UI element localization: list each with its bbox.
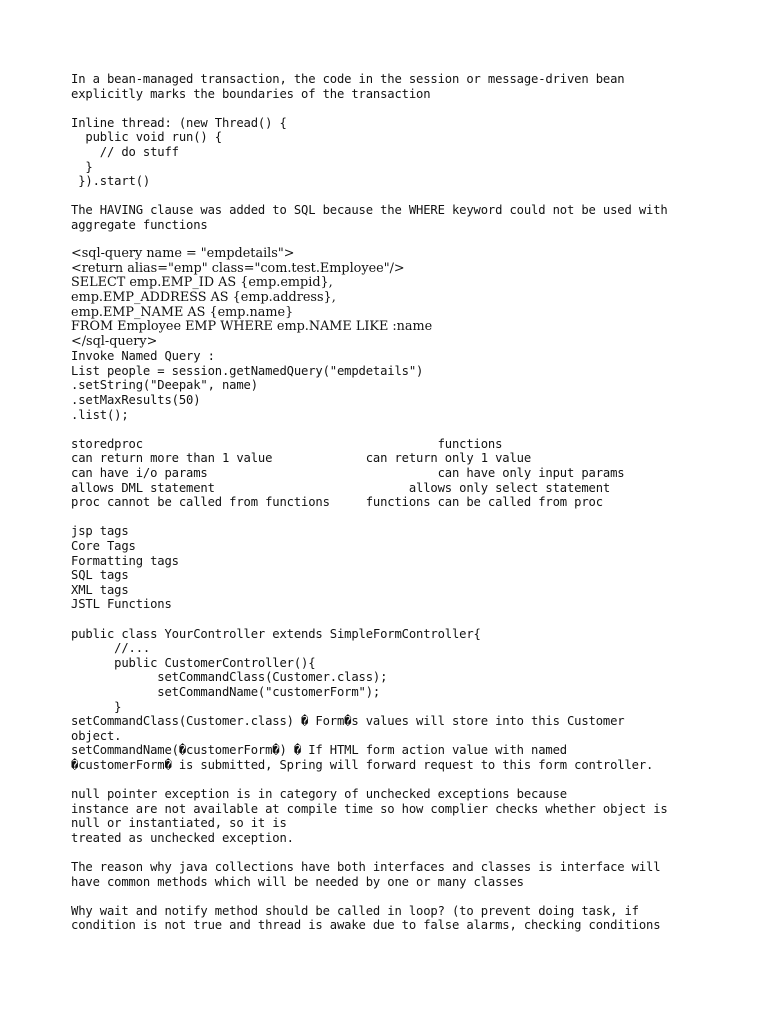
text-line: List people = session.getNamedQuery("empdetails") bbox=[71, 363, 424, 378]
text-line: </sql-query> bbox=[71, 333, 158, 349]
blank-line bbox=[71, 189, 751, 204]
text-line: } bbox=[71, 699, 122, 714]
text-line: <sql-query name = "empdetails"> bbox=[71, 246, 295, 262]
blank-line bbox=[71, 889, 751, 904]
text-line: SQL tags bbox=[71, 568, 129, 583]
text-line: Inline thread: (new Thread() { bbox=[71, 115, 287, 130]
text-line: setCommandName("customerForm"); bbox=[71, 684, 381, 699]
text-line: } bbox=[71, 159, 93, 174]
text-line: object. bbox=[71, 728, 122, 743]
text-line: // do stuff bbox=[71, 144, 179, 159]
text-line: The HAVING clause was added to SQL because the WHERE keyword could not be used with bbox=[71, 203, 668, 218]
blank-line bbox=[71, 510, 751, 525]
text-line: setCommandClass(Customer.class); bbox=[71, 670, 388, 685]
text-line: setCommandClass(Customer.class) � Form�s values will store into this Customer bbox=[71, 714, 625, 729]
text-line: .setMaxResults(50) bbox=[71, 393, 201, 408]
text-line: Why wait and notify method should be called in loop? (to prevent doing task, if bbox=[71, 903, 639, 918]
blank-line bbox=[71, 233, 751, 248]
text-line: treated as unchecked exception. bbox=[71, 830, 294, 845]
blank-line bbox=[71, 422, 751, 437]
text-line: can have i/o params can have only input params bbox=[71, 466, 625, 481]
document-text bbox=[71, 72, 751, 933]
text-line: emp.EMP_NAME AS {emp.name} bbox=[71, 304, 294, 320]
text-line: //... bbox=[71, 641, 151, 656]
text-line: SELECT emp.EMP_ID AS {emp.empid}, bbox=[71, 275, 333, 291]
text-line: condition is not true and thread is awake due to false alarms, checking conditions bbox=[71, 918, 661, 933]
blank-line bbox=[71, 773, 751, 788]
text-line: .setString("Deepak", name) bbox=[71, 378, 258, 393]
text-line: emp.EMP_ADDRESS AS {emp.address}, bbox=[71, 289, 336, 305]
text-line: null pointer exception is in category of unchecked exceptions because bbox=[71, 787, 567, 802]
text-line: The reason why java collections have both interfaces and classes is interface will bbox=[71, 860, 661, 875]
blank-line bbox=[71, 845, 751, 860]
blank-line bbox=[71, 612, 751, 627]
text-line: proc cannot be called from functions functions can be called from proc bbox=[71, 495, 603, 510]
text-line: Invoke Named Query : bbox=[71, 349, 215, 364]
text-line: jsp tags bbox=[71, 524, 129, 539]
text-line: explicitly marks the boundaries of the transaction bbox=[71, 86, 431, 101]
text-line: In a bean-managed transaction, the code in the session or message-driven bean bbox=[71, 72, 625, 86]
text-line: public class YourController extends SimpleFormController{ bbox=[71, 626, 481, 641]
text-line: .list(); bbox=[71, 407, 129, 422]
text-line: public CustomerController(){ bbox=[71, 655, 316, 670]
text-line: can return more than 1 value can return only 1 value bbox=[71, 451, 531, 466]
text-line: storedproc functions bbox=[71, 436, 503, 451]
text-line: �customerForm� is submitted, Spring will forward request to this form controller. bbox=[71, 757, 654, 772]
text-line: JSTL Functions bbox=[71, 597, 172, 612]
text-line: FROM Employee EMP WHERE emp.NAME LIKE :name bbox=[71, 319, 433, 335]
text-line: setCommandName(�customerForm�) � If HTML form action value with named bbox=[71, 743, 567, 758]
text-line: aggregate functions bbox=[71, 217, 208, 232]
text-line: Core Tags bbox=[71, 539, 136, 553]
text-line: XML tags bbox=[71, 582, 129, 597]
text-line: }).start() bbox=[71, 174, 151, 189]
text-line: instance are not available at compile time so how complier checks whether object is bbox=[71, 801, 668, 816]
text-line: public void run() { bbox=[71, 130, 222, 145]
text-line: null or instantiated, so it is bbox=[71, 816, 287, 831]
text-line: <return alias="emp" class="com.test.Employee"/> bbox=[71, 260, 405, 276]
text-line: allows DML statement allows only select statement bbox=[71, 480, 611, 495]
blank-line bbox=[71, 101, 751, 116]
text-line: Formatting tags bbox=[71, 553, 179, 568]
text-line: have common methods which will be needed by one or many classes bbox=[71, 874, 524, 889]
